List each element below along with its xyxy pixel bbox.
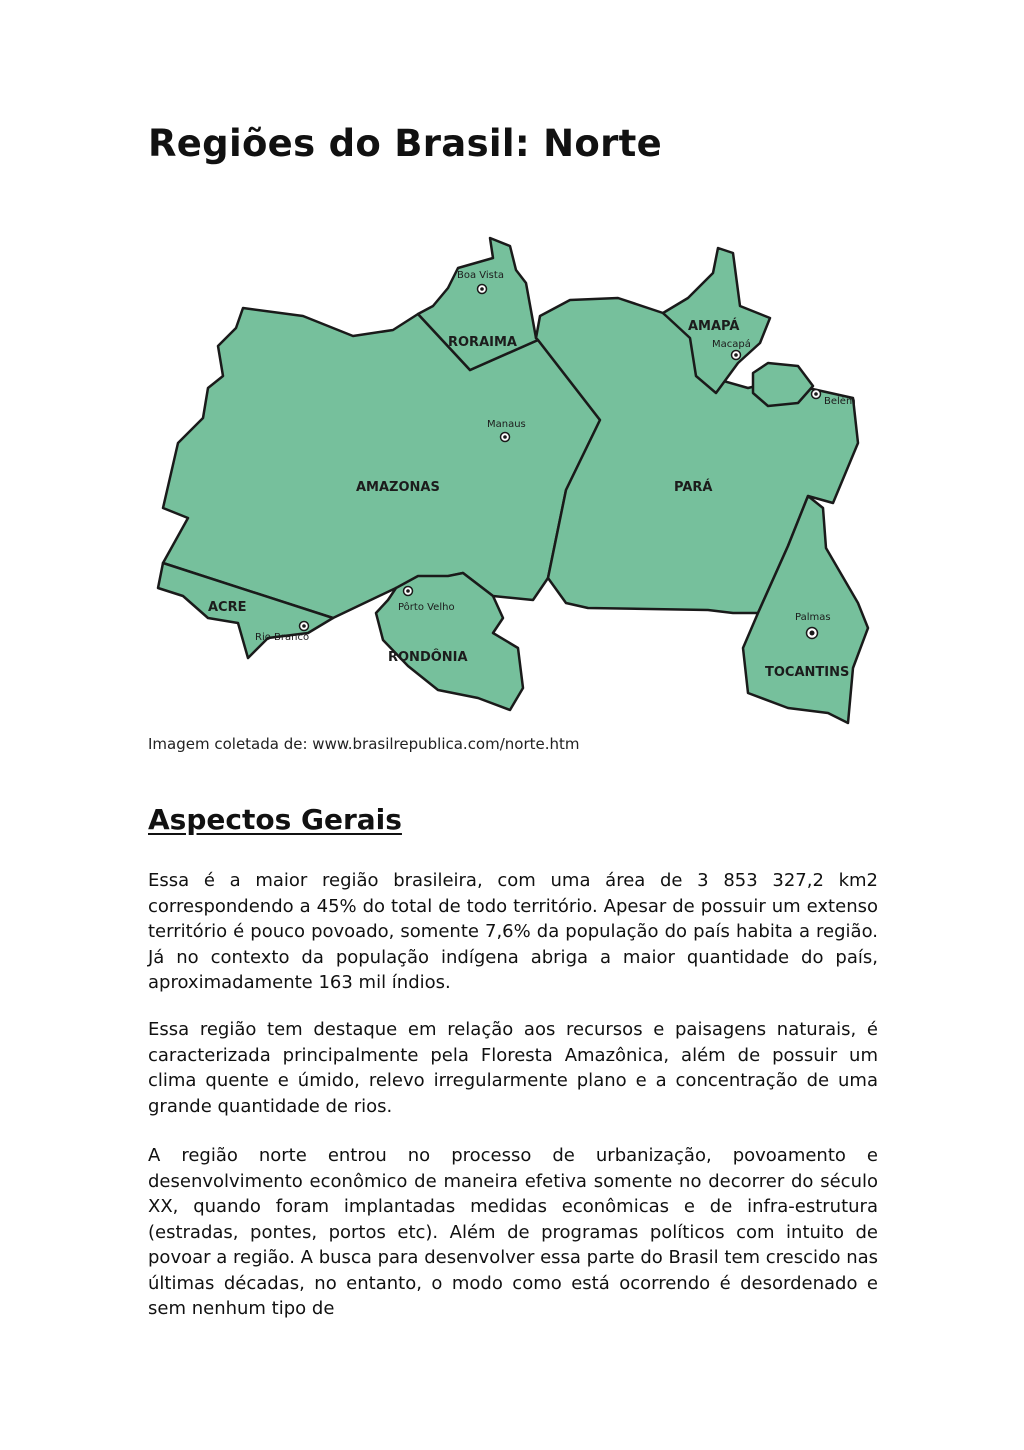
paragraph: Essa é a maior região brasileira, com uma área de 3 853 327,2 km2 correspondendo a 45% do total de todo território. Apesar de possuir um extenso território é pouco povoado, somente 7,6% da população do país habita a região. Já no contexto da população indígena abriga a maior quantidade do país, aproximadamente 163 mil índios. [148, 870, 878, 993]
state-label-para: PARÁ [674, 480, 713, 495]
section-heading: Aspectos Gerais [148, 803, 402, 836]
city-label-belem: Belém [824, 396, 856, 407]
paragraph: Essa região tem destaque em relação aos recursos e paisagens naturais, é caracterizada principalmente pela Floresta Amazônica, além de possuir um clima quente e úmido, relevo irregularmente plano e a concentração de uma grande quantidade de rios. [148, 1019, 878, 1117]
amazonas-state [163, 308, 600, 618]
state-label-acre: ACRE [208, 600, 247, 615]
city-label-macapa: Macapá [712, 339, 751, 350]
city-label-boa-vista: Boa Vista [457, 270, 504, 281]
page-title: Regiões do Brasil: Norte [148, 122, 663, 165]
city-label-palmas: Palmas [795, 612, 831, 623]
city-label-rio-branco: Rio Branco [255, 632, 310, 643]
state-label-amapa: AMAPÁ [688, 319, 740, 334]
paragraph: A região norte entrou no processo de urbanização, povoamento e desenvolvimento econômico de maneira efetiva somente no decorrer do século XX, quando foram implantadas medidas econômicas e de infra-estrutura (estradas, pontes, portos etc). Além de programas políticos com intuito de povoar a região. A busca para desenvolver essa parte do Brasil tem crescido nas últimas décadas, no entanto, o modo como está ocorrendo é desordenado e sem nenhum tipo de [148, 1145, 879, 1319]
city-label-manaus: Manaus [487, 419, 526, 430]
state-label-tocantins: TOCANTINS [765, 665, 850, 680]
state-label-roraima: RORAIMA [448, 335, 517, 350]
image-source-caption: Imagem coletada de: www.brasilrepublica.com/norte.htm [148, 735, 580, 753]
north-region-map [148, 228, 878, 733]
city-label-porto-velho: Pôrto Velho [398, 602, 455, 613]
state-label-amazonas: AMAZONAS [356, 480, 440, 495]
state-label-rondonia: RONDÔNIA [388, 650, 468, 665]
